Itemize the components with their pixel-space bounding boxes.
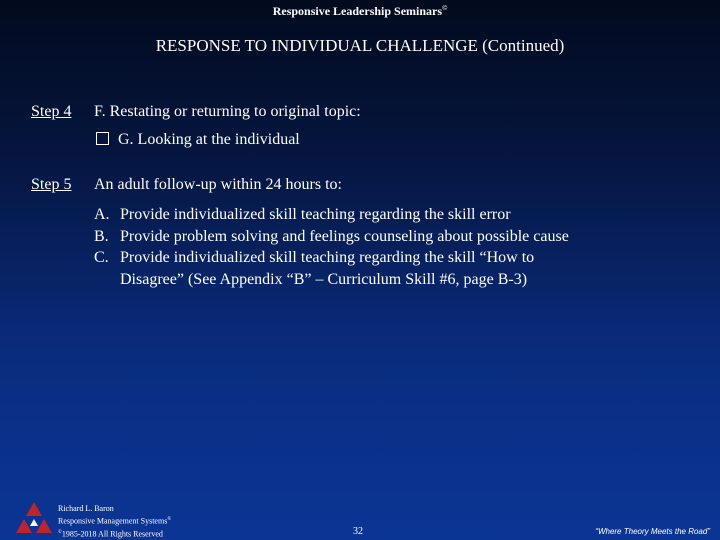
step-5-intro: An adult follow-up within 24 hours to: bbox=[94, 176, 342, 193]
footer-company-row bbox=[58, 514, 171, 527]
footer-copyright: 1985-2018 All Rights Reserved bbox=[61, 529, 163, 539]
list-text: Provide individualized skill teaching regarding the skill “How to bbox=[120, 249, 535, 266]
step-5-label: Step 5 bbox=[31, 176, 72, 193]
list-letter: C. bbox=[94, 249, 109, 266]
logo-triangle-center bbox=[30, 519, 38, 526]
step-4-label: Step 4 bbox=[31, 103, 72, 120]
header-copyright-mark: © bbox=[442, 4, 448, 12]
checkbox-icon bbox=[96, 132, 109, 145]
step-5-item-c bbox=[94, 249, 534, 267]
list-letter: A. bbox=[94, 206, 110, 223]
step-4-item-f: F. Restating or returning to original topic: bbox=[94, 103, 361, 120]
footer-company: Responsive Management Systems bbox=[58, 516, 168, 526]
footer-copyright-mark: © bbox=[58, 529, 62, 535]
step-5-item-c-continued bbox=[94, 271, 527, 289]
step-4-item-g-row bbox=[96, 131, 300, 149]
footer-company-mark: ® bbox=[167, 517, 172, 522]
list-letter: B. bbox=[94, 228, 109, 245]
header-org: Responsive Leadership Seminars bbox=[272, 4, 443, 18]
page-number: 32 bbox=[353, 526, 363, 537]
logo-triangle-right bbox=[36, 519, 52, 533]
list-text: Disagree” (See Appendix “B” – Curriculum Skill #6, page B-3) bbox=[120, 271, 528, 288]
footer-author: Richard L. Baron bbox=[58, 504, 114, 513]
footer-tagline: “Where Theory Meets the Road” bbox=[595, 527, 710, 536]
step-5-item-a bbox=[94, 206, 511, 224]
step-5-item-b bbox=[94, 228, 569, 246]
footer-copyright-row bbox=[58, 527, 171, 540]
slide-title: RESPONSE TO INDIVIDUAL CHALLENGE (Continued) bbox=[155, 36, 565, 55]
list-text: Provide problem solving and feelings counseling about possible cause bbox=[120, 228, 569, 245]
company-logo-icon bbox=[12, 500, 56, 538]
list-text: Provide individualized skill teaching regarding the skill error bbox=[120, 206, 511, 223]
footer-credits bbox=[58, 503, 171, 539]
step-4-item-g: G. Looking at the individual bbox=[118, 131, 300, 148]
logo-triangle-left bbox=[16, 519, 32, 533]
logo-triangle-top bbox=[26, 502, 42, 516]
slide-header bbox=[0, 4, 720, 19]
